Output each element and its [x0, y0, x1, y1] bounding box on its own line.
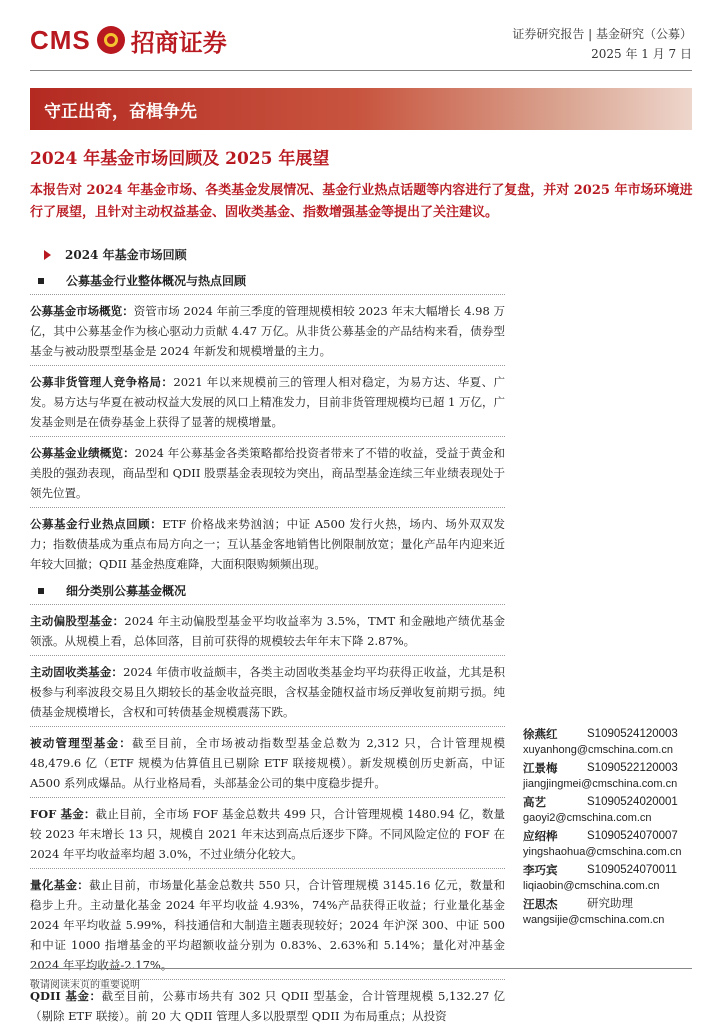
paragraph-lead: 被动管理型基金：: [30, 736, 133, 750]
paragraph-text: 截至目前，全市场被动指数型基金总数为 2,312 只，合计管理规模 48,479.6 亿（ETF 规模为估算值且已剔除 ETF 联接规模）。新发规模创历史新高，中证 A500 系列成爆品。从行业格局看，头部基金公司的集中度稳步提升。: [30, 736, 506, 790]
paragraph-lead: 公募基金市场概览：: [30, 304, 134, 318]
paragraph: [30, 365, 505, 432]
analyst-code: 研究助理: [587, 898, 633, 910]
report-meta: [512, 24, 692, 64]
analyst-email[interactable]: gaoyi2@cmschina.com.cn: [523, 812, 652, 824]
footer-divider: [30, 968, 692, 969]
slogan-banner: [30, 88, 692, 130]
analyst-row: [523, 726, 693, 742]
analyst-row: [523, 862, 693, 878]
analyst-row: [523, 828, 693, 844]
paragraph: [30, 726, 505, 793]
section-title: 2024 年基金市场回顾: [65, 248, 187, 262]
subsection-heading: [30, 578, 505, 604]
paragraph: [30, 507, 505, 574]
logo-latin: CMS: [30, 24, 91, 55]
header-divider: [30, 70, 692, 71]
square-bullet-icon: [38, 278, 44, 284]
paragraph: [30, 604, 505, 651]
paragraph-lead: 公募基金行业热点回顾：: [30, 517, 163, 531]
section-heading: [30, 244, 505, 266]
subsection-heading: [30, 268, 505, 294]
paragraph-lead: 量化基金：: [30, 878, 90, 892]
paragraph: [30, 797, 505, 864]
paragraph-lead: FOF 基金：: [30, 807, 96, 821]
report-title: 2024 年基金市场回顾及 2025 年展望: [30, 149, 330, 169]
paragraph-text: 截至目前，公募市场共有 302 只 QDII 型基金，合计管理规模 5,132.27 亿（剔除 ETF 联接）。前 20 大 QDII 管理人多以股票型 QDII 为布局重点；从投资: [30, 989, 505, 1023]
analyst-name: 应绍桦: [523, 829, 558, 843]
analyst-list: [523, 726, 693, 930]
arrow-bullet-icon: [44, 250, 51, 260]
analyst-row: [523, 896, 693, 912]
paragraph-text: 2024 年公募基金各类策略都给投资者带来了不错的收益，受益于黄金和美股的强劲表现，商品型和 QDII 股票基金表现较为突出，商品型基金连续三年业绩表现处于领先位置。: [30, 446, 505, 500]
analyst-email[interactable]: liqiaobin@cmschina.com.cn: [523, 880, 660, 892]
paragraph-lead: 公募基金业绩概览：: [30, 446, 135, 460]
analyst-name: 汪思杰: [523, 897, 558, 911]
analyst-email[interactable]: yingshaohua@cmschina.com.cn: [523, 846, 682, 858]
analyst-row: [523, 794, 693, 810]
paragraph-text: 2024 年债市收益颇丰，各类主动固收类基金均平均获得正收益，尤其是积极参与利率波段交易且久期较长的基金收益亮眼，含权基金随权益市场反弹收复前期亏损。纯债基金规模增长，含权和可转债基金规模震荡下跌。: [30, 665, 506, 719]
analyst-name: 高艺: [523, 795, 546, 809]
paragraph: [30, 436, 505, 503]
analyst-row: [523, 760, 693, 776]
paragraph-text: 2021 年以来规模前三的管理人相对稳定，为易方达、华夏、广发。易方达与华夏在被动权益大发展的风口上精准发力，目前非货管理规模均已超 1 万亿，广发基金则是在债券基金上获得了显著的规模增量。: [30, 375, 506, 429]
analyst-name: 李巧宾: [523, 863, 558, 877]
footer-note: 敬请阅读末页的重要说明: [30, 980, 140, 991]
paragraph: [30, 655, 505, 722]
paragraph-text: ETF 价格战来势汹汹；中证 A500 发行火热，场内、场外双双发力；指数债基成为重点布局方向之一；互认基金客地销售比例限制放宽；量化产品年内迎来近年较大回撤；QDII 基金热度难降，大面积限购频频出现。: [30, 517, 506, 571]
paragraph-text: 2024 年主动偏股型基金平均收益率为 3.5%，TMT 和金融地产绩优基金领涨。从规模上看，总体回落，目前可获得的规模较去年年末下降 2.87%。: [30, 614, 506, 648]
slogan-text: 守正出奇，奋楫争先: [44, 102, 197, 122]
report-date: 2025 年 1 月 7 日: [591, 47, 692, 61]
company-logo: [30, 22, 227, 58]
paragraph: [30, 294, 505, 361]
paragraph-lead: QDII 基金：: [30, 989, 102, 1003]
square-bullet-icon: [38, 588, 44, 594]
paragraph: [30, 868, 505, 975]
analyst-code: S1090524070011: [587, 864, 677, 876]
report-type: 证券研究报告 | 基金研究（公募）: [512, 27, 692, 41]
paragraph-lead: 主动固收类基金：: [30, 665, 124, 679]
paragraph-text: 资管市场 2024 年前三季度的管理规模相较 2023 年末大幅增长 4.98 万亿，其中公募基金作为核心驱动力贡献 4.47 万亿。从非货公募基金的产品结构来看，债券型基金与被动股票型基金是 2024 年新发和规模增量的主力。: [30, 304, 506, 358]
subsection-title: 细分类别公募基金概况: [66, 584, 187, 598]
report-summary: 本报告对 2024 年基金市场、各类基金发展情况、基金行业热点话题等内容进行了复盘，并对 2025 年市场环境进行了展望，且针对主动权益基金、固收类基金、指数增强基金等提出了关注建议。: [30, 183, 693, 220]
analyst-email[interactable]: xuyanhong@cmschina.com.cn: [523, 744, 673, 756]
analyst-code: S1090522120003: [587, 762, 678, 774]
main-content: [30, 244, 505, 1030]
subsection-title: 公募基金行业整体概况与热点回顾: [66, 274, 247, 288]
analyst-code: S1090524070007: [587, 830, 678, 842]
paragraph-text: 截止目前，市场量化基金总数共 550 只，合计管理规模 3145.16 亿元，数量和稳步上升。主动量化基金 2024 年平均收益 4.93%，74%产品获得正收益；行业量化基金 2024 年平均收益 5.99%，科技通信和大制造主题表现较好；2024 年沪深 300、中证 500 和中证 1000 指增基金的平均超额收益分别为 0.83%、2.63%和 5.14%；量化对冲基金 2024 年平均收益-2.17%。: [30, 878, 506, 972]
paragraph-lead: 主动偏股型基金：: [30, 614, 125, 628]
analyst-code: S1090524120003: [587, 728, 678, 740]
analyst-code: S1090524020001: [587, 796, 678, 808]
analyst-email[interactable]: wangsijie@cmschina.com.cn: [523, 914, 665, 926]
logo-emblem-icon: [97, 26, 125, 54]
analyst-name: 徐燕红: [523, 727, 558, 741]
paragraph-text: 截止目前，全市场 FOF 基金总数共 499 只，合计管理规模 1480.94 亿，数量较 2023 年末增长 13 只，规模自 2021 年末达到高点后逐步下降。不同风险定位的 FOF 在 2024 年平均收益率均超 3.0%，不过业绩分化较大。: [30, 807, 505, 861]
analyst-name: 江景梅: [523, 761, 558, 775]
analyst-email[interactable]: jiangjingmei@cmschina.com.cn: [523, 778, 678, 790]
paragraph-lead: 公募非货管理人竞争格局：: [30, 375, 174, 389]
logo-chinese: 招商证券: [130, 27, 227, 57]
